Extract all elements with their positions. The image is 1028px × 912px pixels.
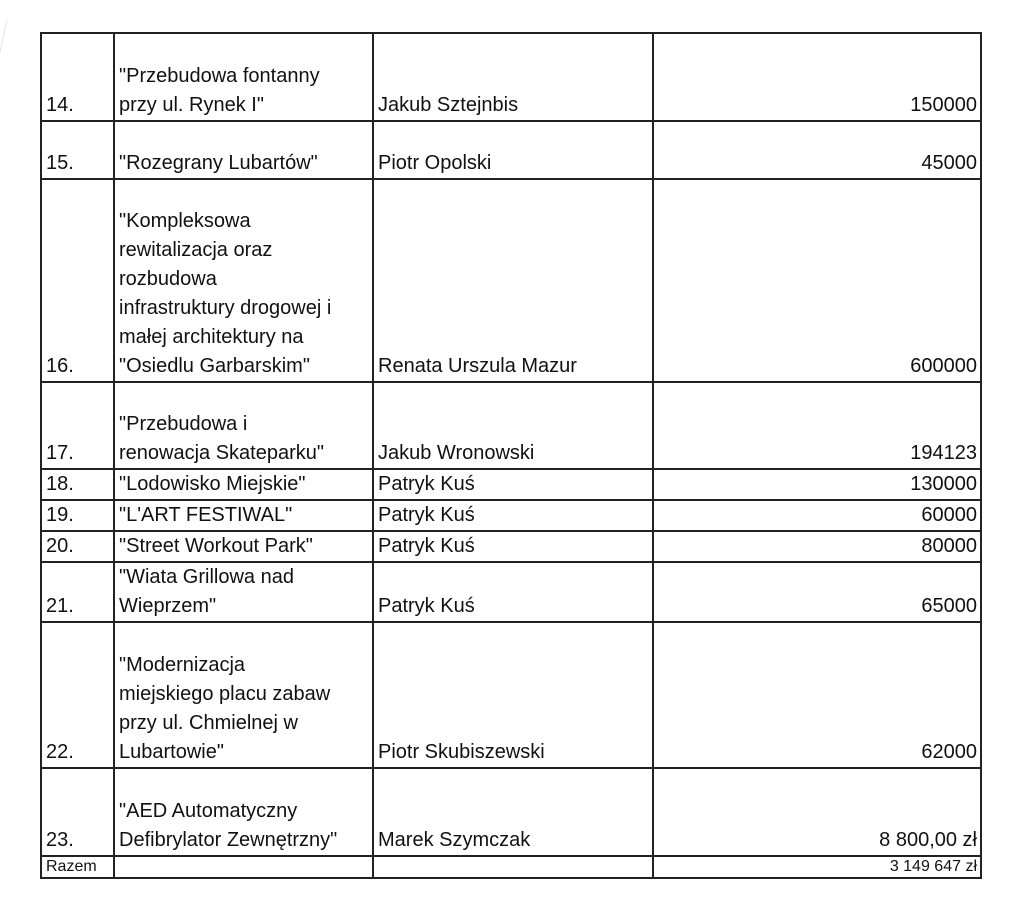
table-row [41, 500, 981, 531]
empty-cell [114, 856, 373, 878]
row-number: 19. [41, 500, 114, 531]
project-amount: 45000 [653, 121, 981, 179]
project-name: "Lodowisko Miejskie" [114, 469, 373, 500]
project-name: "L'ART FESTIWAL" [114, 500, 373, 531]
project-author: Patryk Kuś [373, 562, 653, 622]
project-author: Renata Urszula Mazur [373, 179, 653, 382]
project-name: "Modernizacja miejskiego placu zabaw przy ul. Chmielnej w Lubartowie" [114, 622, 373, 768]
table-row [41, 531, 981, 562]
project-author: Jakub Sztejnbis [373, 33, 653, 121]
table-row [41, 622, 981, 768]
row-number: 17. [41, 382, 114, 469]
row-number: 21. [41, 562, 114, 622]
row-number: 15. [41, 121, 114, 179]
project-name: "Przebudowa fontanny przy ul. Rynek I" [114, 33, 373, 121]
table-row [41, 562, 981, 622]
project-amount: 65000 [653, 562, 981, 622]
project-author: Patryk Kuś [373, 500, 653, 531]
table-row [41, 382, 981, 469]
row-number: 18. [41, 469, 114, 500]
project-author: Piotr Skubiszewski [373, 622, 653, 768]
row-number: 23. [41, 768, 114, 856]
table-row [41, 179, 981, 382]
table-row [41, 768, 981, 856]
row-number: 14. [41, 33, 114, 121]
project-name: "AED Automatyczny Defibrylator Zewnętrzny" [114, 768, 373, 856]
project-amount: 62000 [653, 622, 981, 768]
project-amount: 60000 [653, 500, 981, 531]
total-amount: 3 149 647 zł [653, 856, 981, 878]
project-name: "Kompleksowa rewitalizacja oraz rozbudowa infrastruktury drogowej i małej architektury na "Osiedlu Garbarskim" [114, 179, 373, 382]
project-name: "Rozegrany Lubartów" [114, 121, 373, 179]
project-author: Jakub Wronowski [373, 382, 653, 469]
total-label: Razem [41, 856, 114, 878]
project-author: Patryk Kuś [373, 469, 653, 500]
table-row [41, 469, 981, 500]
scan-edge-mark [0, 20, 21, 80]
total-row [41, 856, 981, 878]
project-amount: 8 800,00 zł [653, 768, 981, 856]
project-author: Piotr Opolski [373, 121, 653, 179]
project-amount: 80000 [653, 531, 981, 562]
project-amount: 150000 [653, 33, 981, 121]
row-number: 22. [41, 622, 114, 768]
project-name: "Przebudowa i renowacja Skateparku" [114, 382, 373, 469]
projects-table [40, 32, 982, 879]
project-author: Marek Szymczak [373, 768, 653, 856]
project-amount: 130000 [653, 469, 981, 500]
project-author: Patryk Kuś [373, 531, 653, 562]
table-row [41, 33, 981, 121]
row-number: 20. [41, 531, 114, 562]
project-amount: 194123 [653, 382, 981, 469]
project-name: "Street Workout Park" [114, 531, 373, 562]
project-name: "Wiata Grillowa nad Wieprzem" [114, 562, 373, 622]
row-number: 16. [41, 179, 114, 382]
empty-cell [373, 856, 653, 878]
project-amount: 600000 [653, 179, 981, 382]
table-row [41, 121, 981, 179]
